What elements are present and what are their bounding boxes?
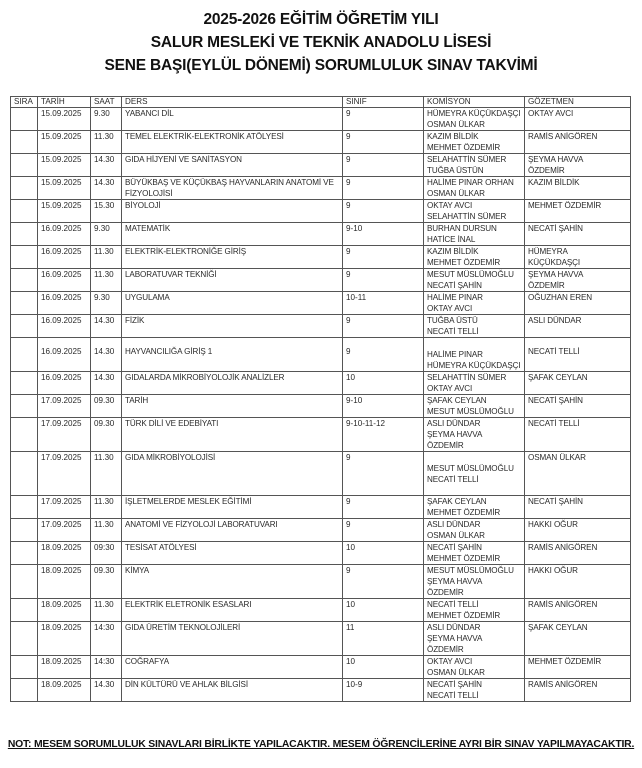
komisyon-name: SELAHATTİN SÜMER <box>427 212 507 221</box>
table-row <box>11 656 631 679</box>
cell-sira <box>11 395 38 418</box>
komisyon-name: MEHMET ÖZDEMİR <box>427 258 501 267</box>
cell-ders: BÜYÜKBAŞ VE KÜÇÜKBAŞ HAYVANLARIN ANATOMİ VE FİZYOLOJİSİ <box>122 177 343 200</box>
cell-tarih: 17.09.2025 <box>38 519 91 542</box>
cell-saat: 14.30 <box>91 372 122 395</box>
cell-tarih: 18.09.2025 <box>38 599 91 622</box>
cell-sira <box>11 269 38 292</box>
komisyon-name: NECATİ ŞAHİN <box>427 281 482 290</box>
cell-kom <box>424 246 525 269</box>
cell-ders: HAYVANCILIĞA GİRİŞ 1 <box>122 338 343 372</box>
cell-sinif: 10 <box>343 542 424 565</box>
komisyon-name: HALİME PINAR <box>427 350 483 359</box>
gozetmen-name: MEHMET ÖZDEMİR <box>528 201 602 210</box>
komisyon-name: NECATİ TELLİ <box>427 475 479 484</box>
column-header-komisyon: KOMİSYON <box>424 97 525 108</box>
cell-sira <box>11 338 38 372</box>
table-row <box>11 622 631 656</box>
cell-kom <box>424 154 525 177</box>
cell-tarih: 16.09.2025 <box>38 315 91 338</box>
gozetmen-name: ŞAFAK CEYLAN <box>528 623 588 632</box>
cell-sinif: 10-9 <box>343 679 424 702</box>
komisyon-name: ŞAFAK CEYLAN <box>427 396 487 405</box>
cell-tarih: 18.09.2025 <box>38 656 91 679</box>
table-row <box>11 519 631 542</box>
cell-kom <box>424 452 525 496</box>
cell-saat: 14.30 <box>91 338 122 372</box>
cell-kom <box>424 177 525 200</box>
komisyon-name: HALİME PINAR ORHAN <box>427 178 514 187</box>
gozetmen-name: OSMAN ÜLKAR <box>528 453 586 462</box>
cell-sinif: 9 <box>343 338 424 372</box>
komisyon-name: HÜMEYRA KÜÇÜKDAŞÇI <box>427 109 521 118</box>
cell-goz <box>525 246 631 269</box>
komisyon-name: ASLI DÜNDAR <box>427 623 481 632</box>
gozetmen-name: NECATİ TELLİ <box>528 419 580 428</box>
komisyon-name: SELAHATTİN SÜMER <box>427 155 507 164</box>
column-header-gozetmen: GÖZETMEN <box>525 97 631 108</box>
komisyon-name: MESUT MÜSLÜMOĞLU <box>427 464 514 473</box>
komisyon-name: OKTAY AVCI <box>427 384 473 393</box>
cell-goz <box>525 496 631 519</box>
cell-sira <box>11 565 38 599</box>
komisyon-name: KAZIM BİLDİK <box>427 132 479 141</box>
cell-kom <box>424 542 525 565</box>
gozetmen-name: KÜÇÜKDAŞÇI <box>528 258 581 267</box>
komisyon-name: MEHMET ÖZDEMİR <box>427 611 501 620</box>
cell-saat: 11.30 <box>91 131 122 154</box>
table-row <box>11 315 631 338</box>
cell-sira <box>11 223 38 246</box>
komisyon-name <box>427 452 521 463</box>
cell-sira <box>11 131 38 154</box>
gozetmen-name: HÜMEYRA <box>528 247 568 256</box>
cell-goz <box>525 679 631 702</box>
gozetmen-name: RAMİS ANİGÖREN <box>528 680 598 689</box>
cell-saat: 9.30 <box>91 108 122 131</box>
cell-sinif: 9 <box>343 177 424 200</box>
cell-ders: LABORATUVAR TEKNİĞİ <box>122 269 343 292</box>
cell-ders: TARİH <box>122 395 343 418</box>
komisyon-name: ŞEYMA HAVVA <box>427 577 483 586</box>
cell-saat: 14.30 <box>91 177 122 200</box>
column-header-ders: DERS <box>122 97 343 108</box>
cell-tarih: 15.09.2025 <box>38 200 91 223</box>
komisyon-name: ASLI DÜNDAR <box>427 520 481 529</box>
cell-ders: GIDA MİKROBİYOLOJİSİ <box>122 452 343 496</box>
cell-saat: 14:30 <box>91 656 122 679</box>
cell-saat: 09.30 <box>91 418 122 452</box>
table-row <box>11 679 631 702</box>
komisyon-name: ŞEYMA HAVVA <box>427 430 483 439</box>
cell-sira <box>11 599 38 622</box>
cell-sinif: 10-11 <box>343 292 424 315</box>
cell-tarih: 17.09.2025 <box>38 418 91 452</box>
column-header-saat: SAAT <box>91 97 122 108</box>
table-row <box>11 338 631 372</box>
cell-kom <box>424 395 525 418</box>
cell-ders: MATEMATİK <box>122 223 343 246</box>
table-row <box>11 269 631 292</box>
komisyon-name: OSMAN ÜLKAR <box>427 189 485 198</box>
cell-saat: 09:30 <box>91 542 122 565</box>
cell-goz <box>525 372 631 395</box>
cell-sira <box>11 542 38 565</box>
cell-tarih: 16.09.2025 <box>38 246 91 269</box>
cell-ders: GIDA ÜRETİM TEKNOLOJİLERİ <box>122 622 343 656</box>
gozetmen-name: ŞEYMA HAVVA <box>528 270 584 279</box>
cell-sinif: 9 <box>343 452 424 496</box>
komisyon-name: OKTAY AVCI <box>427 201 473 210</box>
cell-kom <box>424 269 525 292</box>
cell-sira <box>11 246 38 269</box>
cell-saat: 09.30 <box>91 565 122 599</box>
cell-ders: FİZİK <box>122 315 343 338</box>
cell-sinif: 9-10-11-12 <box>343 418 424 452</box>
komisyon-name: NECATİ TELLİ <box>427 691 479 700</box>
cell-saat: 11.30 <box>91 519 122 542</box>
gozetmen-name: OKTAY AVCI <box>528 109 574 118</box>
komisyon-name: MESUT MÜSLÜMOĞLU <box>427 407 514 416</box>
cell-kom <box>424 223 525 246</box>
table-row <box>11 452 631 496</box>
cell-sira <box>11 154 38 177</box>
cell-ders: DİN KÜLTÜRÜ VE AHLAK BİLGİSİ <box>122 679 343 702</box>
cell-tarih: 16.09.2025 <box>38 372 91 395</box>
cell-goz <box>525 177 631 200</box>
cell-goz <box>525 200 631 223</box>
cell-sira <box>11 452 38 496</box>
cell-ders: TESİSAT ATÖLYESİ <box>122 542 343 565</box>
cell-kom <box>424 292 525 315</box>
cell-ders: BİYOLOJİ <box>122 200 343 223</box>
komisyon-name: ASLI DÜNDAR <box>427 419 481 428</box>
document-title-block <box>0 8 642 77</box>
table-row <box>11 223 631 246</box>
komisyon-name: OKTAY AVCI <box>427 657 473 666</box>
gozetmen-name: NECATİ ŞAHİN <box>528 396 583 405</box>
cell-sira <box>11 108 38 131</box>
komisyon-name: OSMAN ÜLKAR <box>427 120 485 129</box>
gozetmen-name: KAZIM BİLDİK <box>528 178 580 187</box>
cell-goz <box>525 269 631 292</box>
cell-goz <box>525 418 631 452</box>
komisyon-name: OKTAY AVCI <box>427 304 473 313</box>
komisyon-name: SELAHATTİN SÜMER <box>427 373 507 382</box>
cell-sira <box>11 519 38 542</box>
cell-sinif: 9 <box>343 131 424 154</box>
komisyon-name: MEHMET ÖZDEMİR <box>427 508 501 517</box>
cell-ders: GIDALARDA MİKROBİYOLOJİK ANALİZLER <box>122 372 343 395</box>
gozetmen-name: NECATİ ŞAHİN <box>528 224 583 233</box>
cell-saat: 09.30 <box>91 395 122 418</box>
komisyon-name: OSMAN ÜLKAR <box>427 531 485 540</box>
table-row <box>11 246 631 269</box>
gozetmen-name: HAKKI OĞUR <box>528 520 578 529</box>
title-school-name: SALUR MESLEKİ VE TEKNİK ANADOLU LİSESİ <box>150 34 492 51</box>
cell-goz <box>525 395 631 418</box>
cell-tarih: 15.09.2025 <box>38 131 91 154</box>
cell-kom <box>424 656 525 679</box>
cell-sinif: 9 <box>343 154 424 177</box>
komisyon-name: BURHAN DURSUN <box>427 224 497 233</box>
cell-sira <box>11 418 38 452</box>
cell-tarih: 17.09.2025 <box>38 395 91 418</box>
cell-goz <box>525 656 631 679</box>
cell-sira <box>11 292 38 315</box>
table-row <box>11 131 631 154</box>
cell-ders: ELEKTRİK-ELEKTRONİĞE GİRİŞ <box>122 246 343 269</box>
cell-goz <box>525 519 631 542</box>
komisyon-name: TUĞBA ÜSTÜN <box>427 166 484 175</box>
cell-kom <box>424 622 525 656</box>
table-row <box>11 177 631 200</box>
cell-tarih: 17.09.2025 <box>38 452 91 496</box>
table-row <box>11 108 631 131</box>
cell-sinif: 9 <box>343 519 424 542</box>
komisyon-name: ŞAFAK CEYLAN <box>427 497 487 506</box>
cell-kom <box>424 315 525 338</box>
gozetmen-name: ÖZDEMİR <box>528 166 565 175</box>
gozetmen-name: MEHMET ÖZDEMİR <box>528 657 602 666</box>
cell-saat: 9.30 <box>91 292 122 315</box>
cell-sinif: 9 <box>343 269 424 292</box>
table-row <box>11 154 631 177</box>
gozetmen-name: OĞUZHAN EREN <box>528 293 593 302</box>
cell-sinif: 9 <box>343 246 424 269</box>
table-row <box>11 395 631 418</box>
cell-saat: 11.30 <box>91 496 122 519</box>
cell-saat: 11.30 <box>91 452 122 496</box>
cell-sinif: 11 <box>343 622 424 656</box>
table-row <box>11 565 631 599</box>
gozetmen-name: ASLI DÜNDAR <box>528 316 582 325</box>
table-row <box>11 418 631 452</box>
cell-kom <box>424 519 525 542</box>
komisyon-name: MEHMET ÖZDEMİR <box>427 143 501 152</box>
cell-saat: 14.30 <box>91 679 122 702</box>
cell-tarih: 18.09.2025 <box>38 622 91 656</box>
cell-ders: TÜRK DİLİ VE EDEBİYATI <box>122 418 343 452</box>
cell-tarih: 16.09.2025 <box>38 338 91 372</box>
cell-saat: 9.30 <box>91 223 122 246</box>
cell-tarih: 18.09.2025 <box>38 679 91 702</box>
komisyon-name: HATİCE İNAL <box>427 235 476 244</box>
cell-goz <box>525 338 631 372</box>
cell-goz <box>525 223 631 246</box>
gozetmen-name: ŞAFAK CEYLAN <box>528 373 588 382</box>
cell-goz <box>525 565 631 599</box>
cell-tarih: 15.09.2025 <box>38 154 91 177</box>
table-body <box>11 108 631 702</box>
komisyon-name: MESUT MÜSLÜMOĞLU <box>427 270 514 279</box>
cell-goz <box>525 599 631 622</box>
cell-ders: TEMEL ELEKTRİK-ELEKTRONİK ATÖLYESİ <box>122 131 343 154</box>
cell-tarih: 16.09.2025 <box>38 269 91 292</box>
cell-ders: COĞRAFYA <box>122 656 343 679</box>
cell-sira <box>11 200 38 223</box>
cell-ders: KİMYA <box>122 565 343 599</box>
table-row <box>11 292 631 315</box>
table-row <box>11 372 631 395</box>
cell-kom <box>424 108 525 131</box>
cell-sinif: 9-10 <box>343 395 424 418</box>
cell-goz <box>525 292 631 315</box>
title-exam-schedule: SENE BAŞI(EYLÜL DÖNEMİ) SORUMLULUK SINAV TAKVİMİ <box>104 57 538 74</box>
cell-ders: UYGULAMA <box>122 292 343 315</box>
komisyon-name: ŞEYMA HAVVA <box>427 634 483 643</box>
gozetmen-name: ÖZDEMİR <box>528 281 565 290</box>
cell-kom <box>424 679 525 702</box>
cell-sira <box>11 315 38 338</box>
gozetmen-name: RAMİS ANİGÖREN <box>528 600 598 609</box>
gozetmen-name: NECATİ ŞAHİN <box>528 497 583 506</box>
cell-ders: ANATOMİ VE FİZYOLOJİ LABORATUVARI <box>122 519 343 542</box>
komisyon-name: MESUT MÜSLÜMOĞLU <box>427 566 514 575</box>
exam-schedule-table <box>10 96 631 702</box>
cell-sinif: 9 <box>343 108 424 131</box>
cell-ders: GIDA HİJYENİ VE SANİTASYON <box>122 154 343 177</box>
cell-goz <box>525 542 631 565</box>
komisyon-name: KAZIM BİLDİK <box>427 247 479 256</box>
cell-saat: 14.30 <box>91 315 122 338</box>
cell-saat: 15.30 <box>91 200 122 223</box>
komisyon-name: NECATİ TELLİ <box>427 600 479 609</box>
cell-tarih: 16.09.2025 <box>38 292 91 315</box>
cell-tarih: 18.09.2025 <box>38 565 91 599</box>
komisyon-name: NECATİ ŞAHİN <box>427 543 482 552</box>
cell-tarih: 17.09.2025 <box>38 496 91 519</box>
cell-goz <box>525 154 631 177</box>
cell-goz <box>525 108 631 131</box>
cell-kom <box>424 338 525 372</box>
gozetmen-name: RAMİS ANİGÖREN <box>528 543 598 552</box>
cell-sinif: 9 <box>343 496 424 519</box>
cell-tarih: 15.09.2025 <box>38 108 91 131</box>
cell-sira <box>11 656 38 679</box>
gozetmen-name: ŞEYMA HAVVA <box>528 155 584 164</box>
komisyon-name: MEHMET ÖZDEMİR <box>427 554 501 563</box>
table-row <box>11 496 631 519</box>
gozetmen-name: NECATİ TELLİ <box>528 347 580 356</box>
gozetmen-name: RAMİS ANİGÖREN <box>528 132 598 141</box>
cell-kom <box>424 599 525 622</box>
cell-tarih: 16.09.2025 <box>38 223 91 246</box>
komisyon-name: ÖZDEMİR <box>427 588 464 597</box>
cell-goz <box>525 452 631 496</box>
cell-sira <box>11 372 38 395</box>
column-header-tarih: TARİH <box>38 97 91 108</box>
cell-saat: 11.30 <box>91 269 122 292</box>
cell-sinif: 9-10 <box>343 223 424 246</box>
komisyon-name: NECATİ TELLİ <box>427 327 479 336</box>
cell-sira <box>11 177 38 200</box>
footnote: NOT: MESEM SORUMLULUK SINAVLARI BİRLİKTE YAPILACAKTIR. MESEM ÖĞRENCİLERİNE AYRI BİR SINAV YAPILMAYACAKTIR. <box>7 739 635 750</box>
cell-ders: İŞLETMELERDE MESLEK EĞİTİMİ <box>122 496 343 519</box>
cell-kom <box>424 565 525 599</box>
komisyon-name: ÖZDEMİR <box>427 441 464 450</box>
cell-ders: ELEKTRİK ELETRONİK ESASLARI <box>122 599 343 622</box>
cell-saat: 11.30 <box>91 599 122 622</box>
komisyon-name: OSMAN ÜLKAR <box>427 668 485 677</box>
table-row <box>11 599 631 622</box>
komisyon-name: ÖZDEMİR <box>427 645 464 654</box>
cell-saat: 14.30 <box>91 154 122 177</box>
komisyon-name: NECATİ ŞAHİN <box>427 680 482 689</box>
komisyon-name: TUĞBA ÜSTÜ <box>427 316 478 325</box>
cell-sinif: 10 <box>343 656 424 679</box>
cell-kom <box>424 200 525 223</box>
cell-sira <box>11 622 38 656</box>
cell-sinif: 10 <box>343 599 424 622</box>
cell-sinif: 9 <box>343 565 424 599</box>
table-row <box>11 542 631 565</box>
cell-saat: 14:30 <box>91 622 122 656</box>
table-header-row <box>11 97 631 108</box>
gozetmen-name: HAKKI OĞUR <box>528 566 578 575</box>
cell-tarih: 15.09.2025 <box>38 177 91 200</box>
cell-kom <box>424 372 525 395</box>
komisyon-name: HALİME PINAR <box>427 293 483 302</box>
cell-kom <box>424 131 525 154</box>
cell-kom <box>424 496 525 519</box>
cell-sinif: 9 <box>343 315 424 338</box>
cell-saat: 11.30 <box>91 246 122 269</box>
komisyon-name: HÜMEYRA KÜÇÜKDAŞÇI <box>427 361 521 370</box>
cell-sinif: 10 <box>343 372 424 395</box>
column-header-sinif: SINIF <box>343 97 424 108</box>
cell-goz <box>525 131 631 154</box>
column-header-sira: SIRA <box>11 97 38 108</box>
cell-goz <box>525 315 631 338</box>
table-row <box>11 200 631 223</box>
cell-goz <box>525 622 631 656</box>
cell-ders: YABANCI DİL <box>122 108 343 131</box>
cell-kom <box>424 418 525 452</box>
cell-sinif: 9 <box>343 200 424 223</box>
cell-tarih: 18.09.2025 <box>38 542 91 565</box>
title-academic-year: 2025-2026 EĞİTİM ÖĞRETİM YILI <box>203 11 439 28</box>
cell-sira <box>11 496 38 519</box>
cell-sira <box>11 679 38 702</box>
